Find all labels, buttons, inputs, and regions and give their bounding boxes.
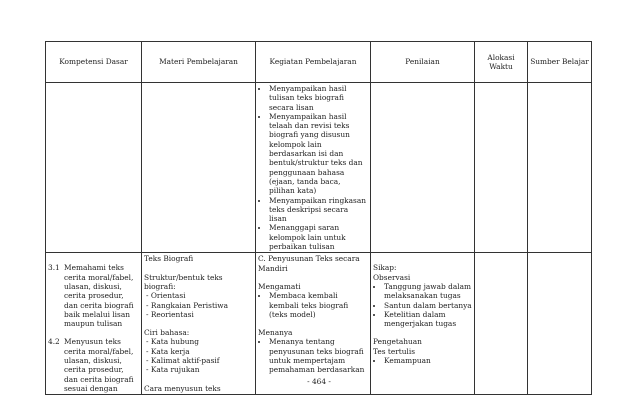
ciri-list [144,337,253,374]
rpp-table [45,41,592,395]
header-kompetensi-dasar: Kompetensi Dasar [46,42,142,83]
header-sumber: Sumber Belajar [528,42,592,83]
header-kegiatan: Kegiatan Pembelajaran [256,42,371,83]
cell-empty [528,253,592,395]
list-item: - Rangkaian Peristiwa [146,301,253,310]
materi-title: Teks Biografi [144,254,194,264]
header-penilaian: Penilaian [371,42,475,83]
kd-item: 3.1 Memahami teks cerita moral/fabel, ulasan, diskusi, cerita prosedur, dan cerita biografi baik melalui lisan maupun tulisan [48,263,134,329]
mengamati-title: Mengamati [258,281,301,291]
list-item: • Santun dalam bertanya [384,301,472,310]
pengetahuan-title: Pengetahuan [373,337,422,347]
cell-materi [142,253,256,395]
struktur-list [144,291,253,319]
cell-empty [475,253,528,395]
menanya-title: Menanya [258,328,293,338]
list-item: • Tanggung jawab dalam melaksanakan tugas [384,282,472,301]
cell-empty [528,83,592,253]
kegiatan-list [258,84,368,251]
list-item: • Menyampaikan ringkasan teks deskripsi secara lisan [269,196,368,224]
list-item: • Menyampaikan hasil telaah dan revisi teks biografi yang disusun kelompok lain berdasarkan isi dan bentuk/struktur teks dan penggunaan bahasa (ejaan, tanda baca, pilihan kata) [269,112,368,196]
cell-empty [142,83,256,253]
table-row [46,253,592,395]
header-materi: Materi Pembelajaran [142,42,256,83]
materi-cara: Cara menyusun teks [144,383,221,393]
list-item: - Kata hubung [146,337,253,346]
mengamati-list [258,291,368,319]
cell-kegiatan [256,253,371,395]
header-alokasi: Alokasi Waktu [475,42,528,83]
list-item: • Menyampaikan hasil tulisan teks biografi secara lisan [269,84,368,112]
list-item: • Membaca kembali kembali teks biografi (teks model) [269,291,368,319]
cell-penilaian [371,253,475,395]
tes-tertulis-label: Tes tertulis [373,346,415,356]
list-item: • Menanggapi saran kelompok lain untuk perbaikan tulisan [269,223,368,251]
kegiatan-title: C. Penyusunan Teks secara Mandiri [258,254,360,273]
cell-kompetensi [46,253,142,395]
list-item: - Kata kerja [146,347,253,356]
menanya-list [258,337,368,374]
page-number: - 464 - [307,377,331,386]
list-item: • Menanya tentang penyusunan teks biografi untuk mempertajam pemahaman berdasarkan [269,337,368,374]
sikap-title: Sikap: [373,263,397,273]
cell-empty [475,83,528,253]
cell-empty [371,83,475,253]
table-row [46,83,592,253]
kd-item: 4.2 Menyusun teks cerita moral/fabel, ulasan, diskusi, cerita prosedur, dan cerita biografi sesuai dengan [48,337,134,393]
observasi-label: Observasi [373,272,411,282]
cell-empty [46,83,142,253]
sikap-list [373,282,472,328]
list-item: - Kalimat aktif-pasif [146,356,253,365]
list-item: • Kemampuan [384,356,472,365]
struktur-title: Struktur/bentuk teks biografi: [144,272,223,291]
ciri-title: Ciri bahasa: [144,328,190,338]
list-item: - Kata rujukan [146,365,253,374]
list-item: - Orientasi [146,291,253,300]
cell-kegiatan [256,83,371,253]
list-item: • Ketelitian dalam mengerjakan tugas [384,310,472,329]
header-row [46,42,592,83]
list-item: - Reorientasi [146,310,253,319]
pengetahuan-list [373,356,472,365]
